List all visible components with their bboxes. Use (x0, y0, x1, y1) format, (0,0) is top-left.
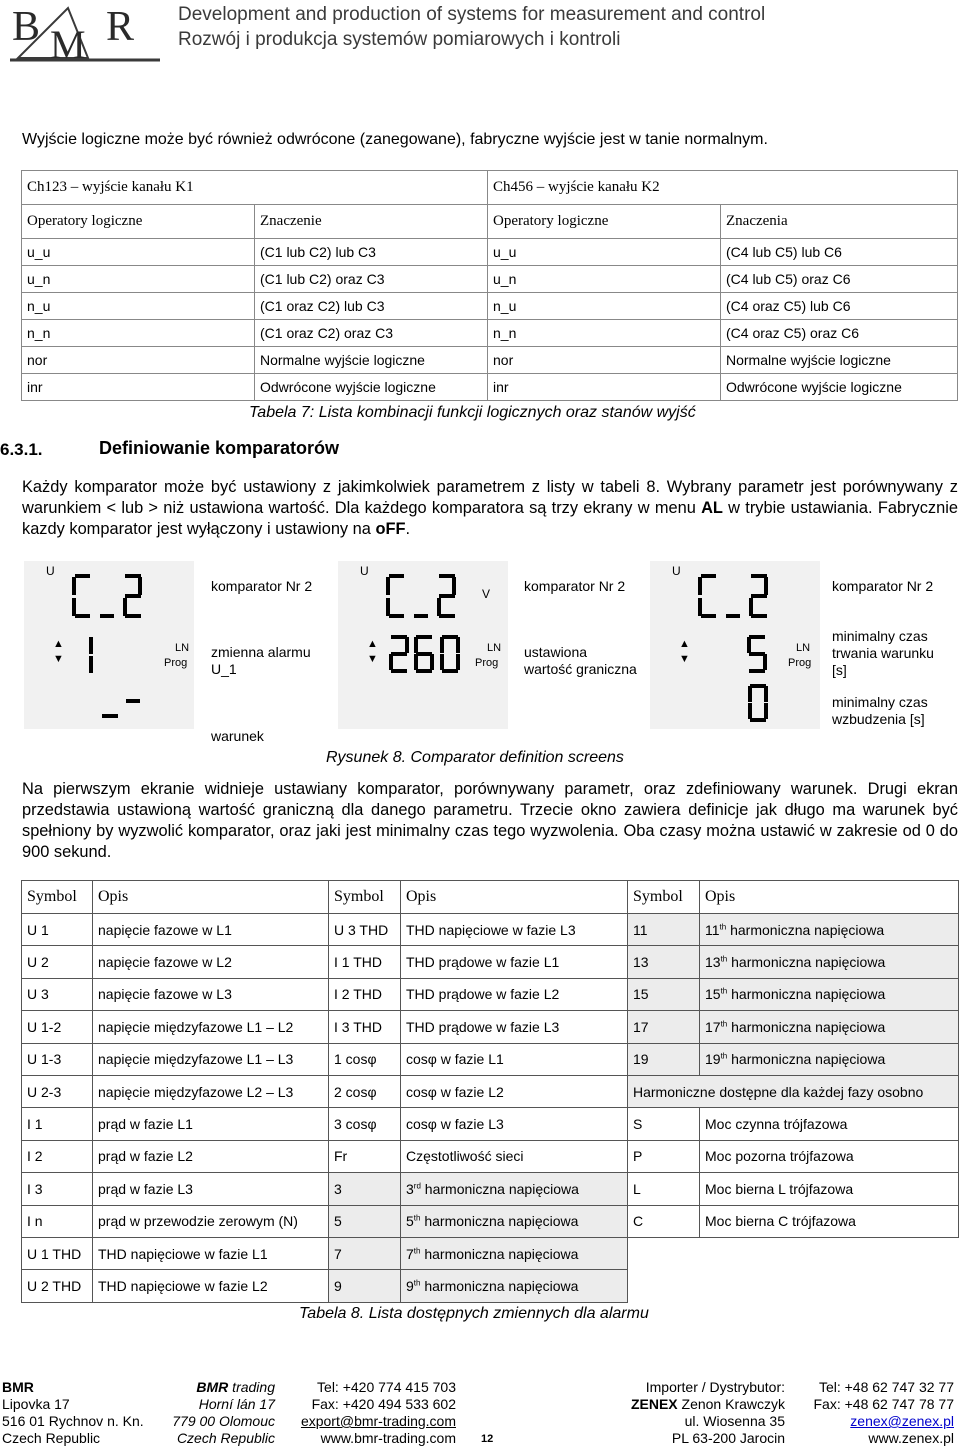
ordinal-suffix: th (720, 1051, 728, 1061)
table-cell: U 2 (22, 946, 93, 978)
table-cell: Moc bierna C trójfazowa (700, 1205, 959, 1237)
footer-bmr-contact (294, 1379, 456, 1447)
table-cell: cosφ w fazie L2 (401, 1075, 628, 1107)
table-cell (700, 914, 959, 946)
screen-3-label-comparator: komparator Nr 2 (832, 578, 934, 594)
group-header-k1: Ch123 – wyjście kanału K1 (22, 171, 488, 205)
footer-bmr-trading (168, 1379, 275, 1447)
table-cell: Moc czynna trójfazowa (700, 1108, 959, 1140)
table-row (22, 1011, 959, 1043)
footer-line: PL 63-200 Jarocin (671, 1430, 785, 1446)
table-cell: Odwrócone wyjście logiczne (255, 374, 488, 401)
harmonic-number: 9 (406, 1277, 414, 1294)
table-cell: U 1-2 (22, 1011, 93, 1043)
table-cell: U 2-3 (22, 1075, 93, 1107)
table-cell: THD prądowe w fazie L3 (401, 1011, 628, 1043)
table-cell: napięcie międzyfazowe L2 – L3 (93, 1075, 329, 1107)
table-cell: napięcie fazowe w L3 (93, 978, 329, 1010)
table-row (22, 1140, 959, 1172)
svg-text:M: M (50, 22, 86, 64)
table-cell (401, 1173, 628, 1205)
harmonic-text: harmoniczna napięciowa (727, 1018, 886, 1035)
harmonic-number: 19 (705, 1051, 721, 1068)
screen-1-label-u1: U_1 (211, 661, 237, 677)
footer-line: Czech Republic (2, 1430, 101, 1446)
table-row (22, 1237, 959, 1269)
table-cell: u_n (22, 266, 255, 293)
table-cell (700, 978, 959, 1010)
down-arrow-icon: ▼ (367, 653, 378, 665)
ordinal-suffix: th (413, 1213, 421, 1223)
table-cell: I 3 THD (329, 1011, 401, 1043)
table-cell: cosφ w fazie L3 (401, 1108, 628, 1140)
intro-text: Wyjście logiczne może być również odwrócone (zanegowane), fabryczne wyjście jest w tanie normalnym. (22, 131, 768, 148)
alarm-variables-table (21, 880, 959, 1303)
up-arrow-icon: ▲ (679, 638, 690, 650)
footer-company: BMR (2, 1379, 34, 1395)
footer-fax: Fax: +48 62 747 78 77 (813, 1396, 954, 1412)
table-cell: (C4 oraz C5) lub C6 (721, 293, 958, 320)
display-line-top (696, 574, 776, 625)
table-row (22, 239, 958, 266)
table-cell: n_n (488, 320, 721, 347)
table-cell: prąd w fazie L1 (93, 1108, 329, 1140)
table-cell (401, 1205, 628, 1237)
table-row (22, 914, 959, 946)
table-cell: U 2 THD (22, 1270, 93, 1302)
harmonic-text: harmoniczna napięciowa (420, 1277, 579, 1294)
table-cell (401, 1270, 628, 1302)
footer-line: Importer / Dystrybutor: (645, 1379, 785, 1395)
ln-label: LN (175, 642, 190, 654)
table-header-row (22, 881, 959, 914)
page-number: 12 (481, 1433, 494, 1445)
screen-3-display (650, 561, 820, 729)
unit-v-label: V (482, 587, 491, 601)
footer-company (168, 1379, 275, 1396)
column-header: Symbol (628, 881, 700, 914)
column-header: Operatory logiczne (488, 205, 721, 239)
para-text: Każdy komparator może być ustawiony z jakimkolwiek parametrem z listy w tabeli 8. Wybrany parametr jest porównywany z warunkiem < lub > niż ustawiona wartość. Dla każdego komparatora są trzy ekrany w menu (22, 478, 958, 517)
harmonic-text: harmoniczna napięciowa (420, 1213, 579, 1230)
screen-2-display (338, 561, 508, 729)
table-cell: 5 (329, 1205, 401, 1237)
prog-label: Prog (788, 657, 812, 669)
footer-website[interactable]: www.zenex.pl (868, 1430, 954, 1446)
table-cell: nor (22, 347, 255, 374)
display-line-mid (388, 635, 462, 678)
table-cell: Częstotliwość sieci (401, 1140, 628, 1172)
harmonic-text: harmoniczna napięciowa (727, 1051, 886, 1068)
table-cell: I n (22, 1205, 93, 1237)
table8-caption: Tabela 8. Lista dostępnych zmiennych dla alarmu (299, 1305, 649, 1322)
table-group-header-row (22, 171, 958, 205)
ordinal-suffix: rd (413, 1181, 421, 1191)
menu-al: AL (701, 499, 723, 517)
screens-description: Na pierwszym ekranie widnieje ustawiany komparator, porównywany parametr, oraz zdefiniowany warunek. Drugi ekran przedstawia ustawioną wartość graniczną dla danego parametru. Trzecie okno zawiera definicje jak długo ma warunek być spełniony by wyzwolić komparator, oraz jaki jest minimalny czas tego wyzwolenia. Oba czasy można ustawić w zakresie od 0 do 900 sekund. (22, 780, 958, 861)
table-cell: L (628, 1173, 700, 1205)
bmr-logo (10, 2, 160, 64)
table-cell: Fr (329, 1140, 401, 1172)
screen-1-label-variable: zmienna alarmu (211, 644, 311, 660)
table-cell: (C1 lub C2) lub C3 (255, 239, 488, 266)
table-cell: THD prądowe w fazie L1 (401, 946, 628, 978)
table-cell: napięcie fazowe w L1 (93, 914, 329, 946)
unit-u-label: U (672, 564, 681, 578)
screen-3-label-min-time-2: minimalny czas (832, 694, 928, 710)
ln-label: LN (487, 642, 502, 654)
table-cell: u_u (488, 239, 721, 266)
screen-3-label-excitation: wzbudzenia [s] (832, 711, 925, 727)
down-arrow-icon: ▼ (53, 653, 64, 665)
table-row (22, 320, 958, 347)
down-arrow-icon: ▼ (679, 653, 690, 665)
harmonic-number: 5 (406, 1213, 414, 1230)
ordinal-suffix: th (720, 986, 728, 996)
table-row (22, 946, 959, 978)
table-cell: n_n (22, 320, 255, 347)
header-line-1: Development and production of systems for measurement and control (178, 4, 766, 25)
footer-website[interactable]: www.bmr-trading.com (320, 1430, 456, 1446)
table-cell: Normalne wyjście logiczne (255, 347, 488, 374)
table-cell: U 1 THD (22, 1237, 93, 1269)
table-cell: 1 cosφ (329, 1043, 401, 1075)
empty-cell (628, 1237, 959, 1302)
table-cell: 17 (628, 1011, 700, 1043)
table-cell: n_u (488, 293, 721, 320)
para-text: w trybie ustawiania. Fabrycznie kazdy komparator jest wyłączony i ustawiony na (22, 499, 959, 538)
footer-line: ul. Wiosenna 35 (684, 1413, 785, 1429)
table-cell: (C4 lub C5) lub C6 (721, 239, 958, 266)
harmonic-text: harmoniczna napięciowa (726, 921, 885, 938)
table-cell: (C1 oraz C2) oraz C3 (255, 320, 488, 347)
comparator-description (22, 477, 958, 540)
footer-line: Czech Republic (176, 1430, 275, 1446)
table-row (22, 293, 958, 320)
table-cell: 11 (628, 914, 700, 946)
unit-u-label: U (46, 564, 55, 578)
table-cell: Moc pozorna trójfazowa (700, 1140, 959, 1172)
table-cell: 2 cosφ (329, 1075, 401, 1107)
table-cell: I 2 (22, 1140, 93, 1172)
table-cell: Odwrócone wyjście logiczne (721, 374, 958, 401)
table-cell: I 3 (22, 1173, 93, 1205)
table-cell: cosφ w fazie L1 (401, 1043, 628, 1075)
footer-zenex-contact (800, 1379, 954, 1447)
table-cell: (C4 oraz C5) oraz C6 (721, 320, 958, 347)
column-header: Opis (93, 881, 329, 914)
prog-label: Prog (475, 657, 499, 669)
display-line-top (384, 574, 464, 625)
harmonic-number: 3 (406, 1180, 414, 1197)
harmonic-text: harmoniczna napięciowa (727, 954, 886, 971)
table-cell: inr (22, 374, 255, 401)
screen-2-label-comparator: komparator Nr 2 (524, 578, 626, 594)
table-cell (700, 946, 959, 978)
section-title: Definiowanie komparatorów (99, 438, 340, 458)
footer-fax: Fax: +420 494 533 602 (311, 1396, 456, 1412)
table-row (22, 1173, 959, 1205)
table-row (22, 374, 958, 401)
table-header-row (22, 205, 958, 239)
harmonic-text: harmoniczna napięciowa (727, 986, 886, 1003)
footer-bmr (2, 1379, 144, 1447)
screen-3-label-min-time: minimalny czas (832, 628, 928, 644)
table-cell: Moc bierna L trójfazowa (700, 1173, 959, 1205)
svg-text:R: R (106, 4, 135, 50)
footer-line: Lipovka 17 (2, 1396, 70, 1412)
harmonic-text: harmoniczna napięciowa (420, 1180, 579, 1197)
harmonic-number: 15 (705, 986, 721, 1003)
table-cell: THD napięciowe w fazie L3 (401, 914, 628, 946)
table-cell: U 1-3 (22, 1043, 93, 1075)
table-cell: prąd w fazie L3 (93, 1173, 329, 1205)
display-line-mid (746, 635, 770, 678)
footer-email-link[interactable]: zenex@zenex.pl (850, 1413, 954, 1429)
table-cell: 7 (329, 1237, 401, 1269)
table-cell: 15 (628, 978, 700, 1010)
harmonic-text: harmoniczna napięciowa (420, 1245, 579, 1262)
table-cell: prąd w fazie L2 (93, 1140, 329, 1172)
table-cell (700, 1011, 959, 1043)
footer-company-bold: ZENEX (630, 1396, 678, 1412)
footer-line: Horní lán 17 (198, 1396, 275, 1412)
screen-2-label-set: ustawiona (524, 644, 588, 660)
harmonic-number: 7 (406, 1245, 414, 1262)
table-cell: napięcie międzyfazowe L1 – L3 (93, 1043, 329, 1075)
para-text: . (405, 520, 411, 538)
table7-caption: Tabela 7: Lista kombinacji funkcji logicznych oraz stanów wyjść (249, 404, 696, 421)
footer-company-rest: trading (228, 1379, 275, 1395)
unit-u-label: U (360, 564, 369, 578)
column-header: Operatory logiczne (22, 205, 255, 239)
screen-1-display (24, 561, 194, 729)
table-cell: 9 (329, 1270, 401, 1302)
logic-operators-table (21, 170, 958, 401)
table-row (22, 978, 959, 1010)
table-cell: I 1 (22, 1108, 93, 1140)
table-cell: U 3 (22, 978, 93, 1010)
screen-1-label-condition: warunek (211, 728, 264, 744)
table-cell: Normalne wyjście logiczne (721, 347, 958, 374)
display-line-top (70, 574, 150, 625)
footer-company (620, 1396, 785, 1413)
table-cell: u_u (22, 239, 255, 266)
group-header-k2: Ch456 – wyjście kanału K2 (488, 171, 958, 205)
table-cell: 3 cosφ (329, 1108, 401, 1140)
section-number: 6.3.1. (0, 440, 43, 459)
footer-line: 779 00 Olomouc (172, 1413, 275, 1429)
value-off: oFF (375, 520, 406, 538)
table-cell: P (628, 1140, 700, 1172)
table-cell: napięcie międzyfazowe L1 – L2 (93, 1011, 329, 1043)
up-arrow-icon: ▲ (53, 638, 64, 650)
footer-company-rest: Zenon Krawczyk (677, 1396, 785, 1412)
header-line-2: Rozwój i produkcja systemów pomiarowych i kontroli (178, 29, 621, 50)
table-cell: C (628, 1205, 700, 1237)
table-row (22, 347, 958, 374)
table-cell: I 2 THD (329, 978, 401, 1010)
footer-line: 516 01 Rychnov n. Kn. (2, 1413, 144, 1429)
screen-3-label-duration: trwania warunku (832, 645, 934, 661)
harmonic-number: 11 (705, 921, 720, 938)
table-row (22, 1043, 959, 1075)
ordinal-suffix: th (720, 1019, 728, 1029)
harmonic-number: 17 (705, 1018, 721, 1035)
table-row (22, 266, 958, 293)
table-cell: n_u (22, 293, 255, 320)
table-cell (700, 1043, 959, 1075)
column-header: Symbol (329, 881, 401, 914)
display-line-mid (84, 637, 98, 678)
footer-company-bold: BMR (196, 1379, 229, 1395)
column-header: Opis (401, 881, 628, 914)
ln-label: LN (796, 642, 811, 654)
table-cell: I 1 THD (329, 946, 401, 978)
table-cell: (C4 lub C5) oraz C6 (721, 266, 958, 293)
table-cell: (C1 oraz C2) lub C3 (255, 293, 488, 320)
table-cell: nor (488, 347, 721, 374)
table-cell: U 1 (22, 914, 93, 946)
table-cell (401, 1237, 628, 1269)
table-cell: S (628, 1108, 700, 1140)
screen-2-label-limit: wartość graniczna (524, 661, 637, 677)
up-arrow-icon: ▲ (367, 638, 378, 650)
table-cell: prąd w przewodzie zerowym (N) (93, 1205, 329, 1237)
table-row (22, 1205, 959, 1237)
column-header: Opis (700, 881, 959, 914)
prog-label: Prog (164, 657, 188, 669)
footer-phone: Tel: +48 62 747 32 77 (818, 1379, 954, 1395)
harmonics-note: Harmoniczne dostępne dla każdej fazy osobno (628, 1075, 959, 1107)
ordinal-suffix: th (413, 1278, 421, 1288)
table-row (22, 1108, 959, 1140)
column-header: Znaczenia (721, 205, 958, 239)
figure8-caption: Rysunek 8. Comparator definition screens (326, 749, 624, 766)
table-cell: THD napięciowe w fazie L1 (93, 1237, 329, 1269)
table-cell: THD napięciowe w fazie L2 (93, 1270, 329, 1302)
table-cell: 19 (628, 1043, 700, 1075)
ordinal-suffix: th (413, 1245, 421, 1255)
ordinal-suffix: th (719, 922, 727, 932)
footer-email-link[interactable]: export@bmr-trading.com (300, 1413, 456, 1429)
display-line-bot (100, 687, 144, 724)
svg-text:B: B (12, 4, 41, 50)
table-cell: u_n (488, 266, 721, 293)
footer-zenex (620, 1379, 785, 1447)
table-cell: inr (488, 374, 721, 401)
table-cell: THD prądowe w fazie L2 (401, 978, 628, 1010)
display-line-bot (747, 684, 771, 727)
table-row (22, 1075, 959, 1107)
table-cell: napięcie fazowe w L2 (93, 946, 329, 978)
screen-1-label-comparator: komparator Nr 2 (211, 578, 313, 594)
table-cell: 3 (329, 1173, 401, 1205)
harmonic-number: 13 (705, 954, 721, 971)
table-cell: (C1 lub C2) oraz C3 (255, 266, 488, 293)
screen-3-label-s: [s] (832, 662, 847, 678)
ordinal-suffix: th (720, 954, 728, 964)
column-header: Symbol (22, 881, 93, 914)
footer-phone: Tel: +420 774 415 703 (317, 1379, 456, 1395)
table-cell: 13 (628, 946, 700, 978)
column-header: Znaczenie (255, 205, 488, 239)
table-cell: U 3 THD (329, 914, 401, 946)
